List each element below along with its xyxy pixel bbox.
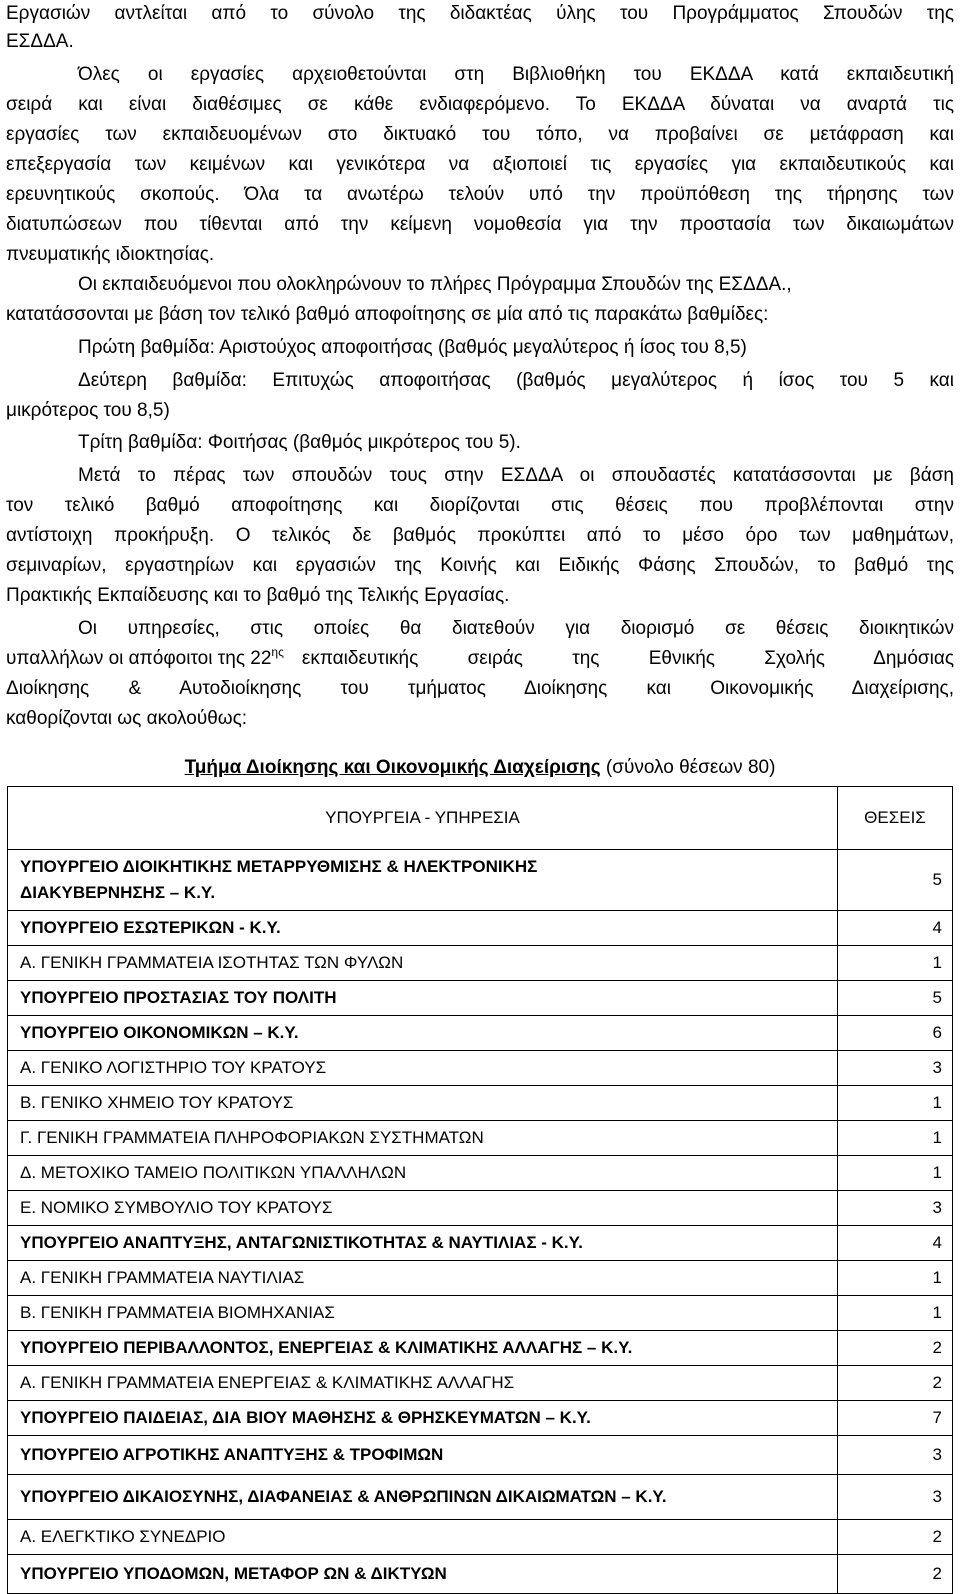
text-line: μικρότερος του 8,5) <box>6 400 170 421</box>
seats-count: 1 <box>838 946 953 981</box>
text-line: ΕΣΔΔΑ. <box>6 31 74 52</box>
seats-count: 3 <box>838 1051 953 1086</box>
text-line <box>6 645 954 674</box>
ministry-name: ΥΠΟΥΡΓΕΙΟ ΠΕΡΙΒΑΛΛΟΝΤΟΣ, ΕΝΕΡΓΕΙΑΣ & ΚΛΙΜΑΤΙΚΗΣ ΑΛΛΑΓΗΣ – Κ.Υ. <box>8 1331 838 1366</box>
text-fragment: υπαλλήλων οι απόφοιτοι της 22 <box>6 648 272 669</box>
text-line: διατυπώσεων που τίθενται από την κείμενη νομοθεσία για την προστασία των δικαιωμάτων <box>6 214 954 235</box>
text-line: κατατάσσονται με βάση τον τελικό βαθμό αποφοίτησης σε μία από τις παρακάτω βαθμίδες: <box>6 304 769 325</box>
table-row <box>8 911 953 946</box>
text-line: ερευνητικούς σκοπούς. Όλα τα ανωτέρω τελούν υπό την προϋπόθεση της τήρησης των <box>6 184 954 205</box>
text-line: σεμιναρίων, εργαστηρίων και εργασιών της Κοινής και Ειδικής Φάσης Σπουδών, το βαθμό της <box>6 555 954 576</box>
text-line: σειρά και είναι διαθέσιμες σε κάθε ενδιαφερόμενο. Το ΕΚΔΔΑ δύναται να αναρτά τις <box>6 94 954 115</box>
table-row <box>8 1121 953 1156</box>
table-row <box>8 1520 953 1555</box>
text-line: Μετά το πέρας των σπουδών τους στην ΕΣΔΔΑ οι σπουδαστές κατατάσσονται με βάση <box>78 465 954 486</box>
seats-count: 4 <box>838 911 953 946</box>
table-row <box>8 1016 953 1051</box>
table-row <box>8 850 953 911</box>
ministry-name: Α. ΓΕΝΙΚΗ ΓΡΑΜΜΑΤΕΙΑ ΝΑΥΤΙΛΙΑΣ <box>8 1261 838 1296</box>
text-fragment: εκπαιδευτικής σειράς της Εθνικής Σχολής Δημόσιας <box>301 648 954 669</box>
ministry-name: ΥΠΟΥΡΓΕΙΟ ΑΝΑΠΤΥΞΗΣ, ΑΝΤΑΓΩΝΙΣΤΙΚΟΤΗΤΑΣ & ΝΑΥΤΙΛΙΑΣ - Κ.Υ. <box>8 1226 838 1261</box>
text-line: Οι υπηρεσίες, στις οποίες θα διατεθούν για διορισμό σε θέσεις διοικητικών <box>78 618 954 639</box>
table-row <box>8 1366 953 1401</box>
header-ministries: ΥΠΟΥΡΓΕΙΑ - ΥΠΗΡΕΣΙΑ <box>8 787 838 850</box>
superscript: ης <box>271 645 284 659</box>
table-row <box>8 981 953 1016</box>
table-row <box>8 1331 953 1366</box>
ministry-name-line: ΥΠΟΥΡΓΕΙΟ ΔΙΟΙΚΗΤΙΚΗΣ ΜΕΤΑΡΡΥΘΜΙΣΗΣ & ΗΛΕΚΤΡΟΝΙΚΗΣ <box>20 857 538 876</box>
seats-count: 3 <box>838 1475 953 1520</box>
ministry-name: Γ. ΓΕΝΙΚΗ ΓΡΑΜΜΑΤΕΙΑ ΠΛΗΡΟΦΟΡΙΑΚΩΝ ΣΥΣΤΗΜΑΤΩΝ <box>8 1121 838 1156</box>
text-line: εργασίες των εκπαιδευομένων στο δικτυακό του τόπο, να προβαίνει σε μετάφραση και <box>6 124 954 145</box>
text-line: Εργασιών αντλείται από το σύνολο της διδακτέας ύλης του Προγράμματος Σπουδών της <box>6 3 954 24</box>
text-line: Όλες οι εργασίες αρχειοθετούνται στη Βιβλιοθήκη του ΕΚΔΔΑ κατά εκπαιδευτική <box>78 64 954 85</box>
ministry-name: ΥΠΟΥΡΓΕΙΟ ΟΙΚΟΝΟΜΙΚΩΝ – Κ.Υ. <box>8 1016 838 1051</box>
text-line: επεξεργασία των κειμένων και γενικότερα να αξιοποιεί τις εργασίες για εκπαιδευτικούς και <box>6 154 954 175</box>
table-row <box>8 1226 953 1261</box>
text-line: αντίστοιχη προκήρυξη. Ο τελικός δε βαθμός προκύπτει από το μέσο όρο των μαθημάτων, <box>6 525 954 546</box>
seats-count: 1 <box>838 1086 953 1121</box>
text-line: Διοίκησης & Αυτοδιοίκησης του τμήματος Διοίκησης και Οικονομικής Διαχείρισης, <box>6 678 954 699</box>
seats-count: 5 <box>838 981 953 1016</box>
seats-count: 3 <box>838 1191 953 1226</box>
seats-count: 1 <box>838 1296 953 1331</box>
seats-count: 2 <box>838 1366 953 1401</box>
seats-count: 7 <box>838 1401 953 1436</box>
ministry-name: Β. ΓΕΝΙΚΗ ΓΡΑΜΜΑΤΕΙΑ ΒΙΟΜΗΧΑΝΙΑΣ <box>8 1296 838 1331</box>
table-row <box>8 1156 953 1191</box>
table-row <box>8 946 953 981</box>
table-title-total: (σύνολο θέσεων 80) <box>605 757 776 778</box>
table-row <box>8 1475 953 1520</box>
seats-count: 1 <box>838 1156 953 1191</box>
ministry-name: Β. ΓΕΝΙΚΟ ΧΗΜΕΙΟ ΤΟΥ ΚΡΑΤΟΥΣ <box>8 1086 838 1121</box>
table-row <box>8 1191 953 1226</box>
ministry-name: Δ. ΜΕΤΟΧΙΚΟ ΤΑΜΕΙΟ ΠΟΛΙΤΙΚΩΝ ΥΠΑΛΛΗΛΩΝ <box>8 1156 838 1191</box>
table-row <box>8 1296 953 1331</box>
ministry-name-line: ΔΙΑΚΥΒΕΡΝΗΣΗΣ – Κ.Υ. <box>20 883 216 902</box>
text-fragment <box>6 645 284 674</box>
ministry-name: ΥΠΟΥΡΓΕΙΟ ΔΙΚΑΙΟΣΥΝΗΣ, ΔΙΑΦΑΝΕΙΑΣ & ΑΝΘΡΩΠΙΝΩΝ ΔΙΚΑΙΩΜΑΤΩΝ – Κ.Υ. <box>8 1475 838 1520</box>
text-line: Πρακτικής Εκπαίδευσης και το βαθμό της Τελικής Εργασίας. <box>6 585 510 606</box>
text-line: πνευματικής ιδιοκτησίας. <box>6 244 215 265</box>
ministry-name: Α. ΕΛΕΓΚΤΙΚΟ ΣΥΝΕΔΡΙΟ <box>8 1520 838 1555</box>
text-line: καθορίζονται ως ακολούθως: <box>6 708 248 729</box>
seats-count: 4 <box>838 1226 953 1261</box>
ministry-name: ΥΠΟΥΡΓΕΙΟ ΕΣΩΤΕΡΙΚΩΝ - Κ.Υ. <box>8 911 838 946</box>
table-header-row <box>8 787 953 850</box>
text-line: Τρίτη βαθμίδα: Φοιτήσας (βαθμός μικρότερος του 5). <box>78 432 521 453</box>
table-row <box>8 1401 953 1436</box>
table-row <box>8 1086 953 1121</box>
table-row <box>8 1051 953 1086</box>
seats-count: 1 <box>838 1121 953 1156</box>
ministry-name: ΥΠΟΥΡΓΕΙΟ ΠΡΟΣΤΑΣΙΑΣ ΤΟΥ ΠΟΛΙΤΗ <box>8 981 838 1016</box>
table-title-bold: Τμήμα Διοίκησης και Οικονομικής Διαχείρισης <box>184 757 601 778</box>
seats-count: 6 <box>838 1016 953 1051</box>
positions-table <box>7 786 953 1594</box>
text-line: τον τελικό βαθμό αποφοίτησης και διορίζονται στις θέσεις που προβλέπονται στην <box>6 495 954 516</box>
seats-count: 5 <box>838 850 953 911</box>
ministry-name: Α. ΓΕΝΙΚΟ ΛΟΓΙΣΤΗΡΙΟ ΤΟΥ ΚΡΑΤΟΥΣ <box>8 1051 838 1086</box>
ministry-name: ΥΠΟΥΡΓΕΙΟ ΥΠΟΔΟΜΩΝ, ΜΕΤΑΦΟΡ ΩΝ & ΔΙΚΤΥΩΝ <box>8 1555 838 1594</box>
table-row <box>8 1436 953 1475</box>
table-row <box>8 1261 953 1296</box>
text-line: Δεύτερη βαθμίδα: Επιτυχώς αποφοιτήσας (βαθμός μεγαλύτερος ή ίσος του 5 και <box>78 370 954 391</box>
seats-count: 2 <box>838 1331 953 1366</box>
text-line: Πρώτη βαθμίδα: Αριστούχος αποφοιτήσας (βαθμός μεγαλύτερος ή ίσος του 8,5) <box>78 337 747 358</box>
ministry-name: ΥΠΟΥΡΓΕΙΟ ΠΑΙΔΕΙΑΣ, ΔΙΑ ΒΙΟΥ ΜΑΘΗΣΗΣ & ΘΡΗΣΚΕΥΜΑΤΩΝ – Κ.Υ. <box>8 1401 838 1436</box>
ministry-name: ΥΠΟΥΡΓΕΙΟ ΑΓΡΟΤΙΚΗΣ ΑΝΑΠΤΥΞΗΣ & ΤΡΟΦΙΜΩΝ <box>8 1436 838 1475</box>
table-title <box>0 757 960 779</box>
ministry-name <box>8 850 838 911</box>
seats-count: 1 <box>838 1261 953 1296</box>
seats-count: 2 <box>838 1555 953 1594</box>
ministry-name: Α. ΓΕΝΙΚΗ ΓΡΑΜΜΑΤΕΙΑ ΙΣΟΤΗΤΑΣ ΤΩΝ ΦΥΛΩΝ <box>8 946 838 981</box>
seats-count: 2 <box>838 1520 953 1555</box>
header-seats: ΘΕΣΕΙΣ <box>838 787 953 850</box>
seats-count: 3 <box>838 1436 953 1475</box>
text-line: Οι εκπαιδευόμενοι που ολοκληρώνουν το πλήρες Πρόγραμμα Σπουδών της ΕΣΔΔΑ., <box>78 274 792 295</box>
ministry-name: Α. ΓΕΝΙΚΗ ΓΡΑΜΜΑΤΕΙΑ ΕΝΕΡΓΕΙΑΣ & ΚΛΙΜΑΤΙΚΗΣ ΑΛΛΑΓΗΣ <box>8 1366 838 1401</box>
ministry-name: Ε. ΝΟΜΙΚΟ ΣΥΜΒΟΥΛΙΟ ΤΟΥ ΚΡΑΤΟΥΣ <box>8 1191 838 1226</box>
